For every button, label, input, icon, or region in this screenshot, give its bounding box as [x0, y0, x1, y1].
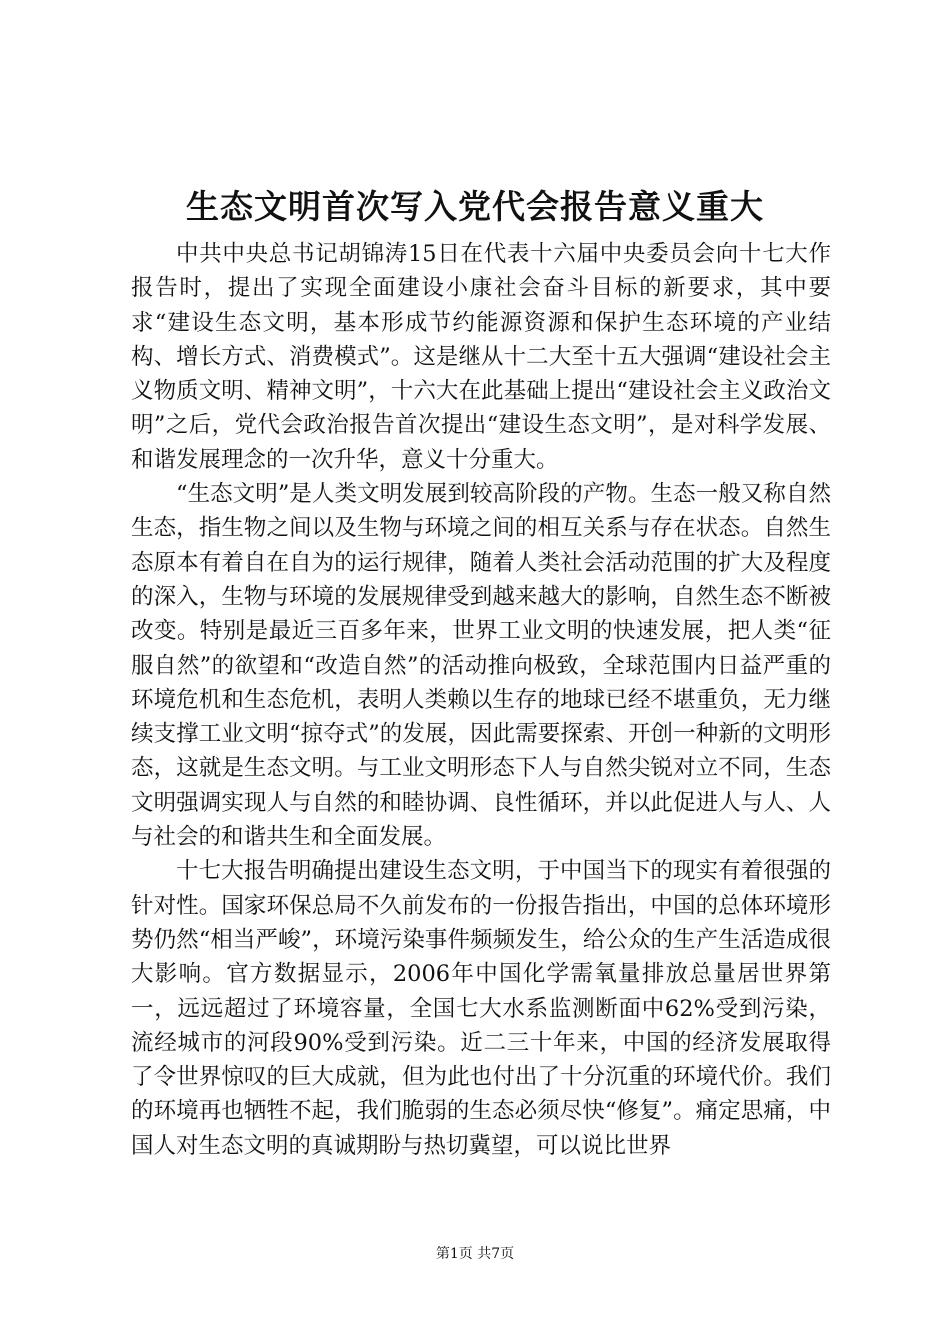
paragraph: 十七大报告明确提出建设生态文明，于中国当下的现实有着很强的针对性。国家环保总局不久前发布的一份报告指出，中国的总体环境形势仍然“相当严峻”，环境污染事件频频发生，给公众的生产生活造成很大影响。官方数据显示，2006年中国化学需氧量排放总量居世界第一，远远超过了环境容量，全国七大水系监测断面中62%受到污染，流经城市的河段90%受到污染。近二三十年来，中国的经济发展取得了令世界惊叹的巨大成就，但为此也付出了十分沉重的环境代价。我们的环境再也牺牲不起，我们脆弱的生态必须尽快“修复”。痛定思痛，中国人对生态文明的真诚期盼与热切冀望，可以说比世界: [131, 858, 831, 1159]
document-body: [131, 237, 831, 1163]
document-title: 生态文明首次写入党代会报告意义重大: [186, 187, 764, 226]
page-number-footer: 第1页 共7页: [435, 1246, 515, 1262]
paragraph: “生态文明”是人类文明发展到较高阶段的产物。生态一般又称自然生态，指生物之间以及生物与环境之间的相互关系与存在状态。自然生态原本有着自在自为的运行规律，随着人类社会活动范围的扩大及程度的深入，生物与环境的发展规律受到越来越大的影响，自然生态不断被改变。特别是最近三百多年来，世界工业文明的快速发展，把人类“征服自然”的欲望和“改造自然”的活动推向极致，全球范围内日益严重的环境危机和生态危机，表明人类赖以生存的地球已经不堪重负，无力继续支撑工业文明“掠夺式”的发展，因此需要探索、开创一种新的文明形态，这就是生态文明。与工业文明形态下人与自然尖锐对立不同，生态文明强调实现人与自然的和睦协调、良性循环，并以此促进人与人、人与社会的和谐共生和全面发展。: [131, 481, 831, 851]
paragraph: 中共中央总书记胡锦涛15日在代表十六届中央委员会向十七大作报告时，提出了实现全面建设小康社会奋斗目标的新要求，其中要求“建设生态文明，基本形成节约能源资源和保护生态环境的产业结构、增长方式、消费模式”。这是继从十二大至十五大强调“建设社会主义物质文明、精神文明”，十六大在此基础上提出“建设社会主义政治文明”之后，党代会政治报告首次提出“建设生态文明”，是对科学发展、和谐发展理念的一次升华，意义十分重大。: [131, 241, 831, 473]
